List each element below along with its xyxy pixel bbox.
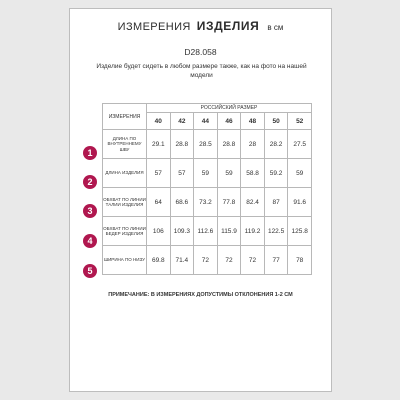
value-cell: 28.8 — [217, 130, 241, 159]
marker-number: 2 — [87, 177, 93, 187]
size-cell: 50 — [264, 113, 288, 130]
marker-number: 4 — [87, 236, 93, 246]
marker-number: 3 — [87, 206, 93, 216]
header-russian-size: РОССИЙСКИЙ РАЗМЕР — [147, 104, 312, 113]
table-row — [103, 130, 312, 159]
header-measurements: ИЗМЕРЕНИЯ — [103, 104, 147, 130]
fit-note: Изделие будет сидеть в любом размере также, как на фото на нашей модели — [96, 63, 307, 79]
value-cell: 115.9 — [217, 217, 241, 246]
value-cell: 72 — [241, 246, 265, 275]
size-cell: 46 — [217, 113, 241, 130]
title-measurements: ИЗМЕРЕНИЯ — [117, 21, 191, 33]
marker-number: 1 — [87, 148, 93, 158]
value-cell: 28.5 — [194, 130, 218, 159]
row-label: ОБХВАТ ПО ЛИНИИ ТАЛИИ ИЗДЕЛИЯ — [103, 188, 147, 217]
marker-1-badge — [83, 146, 97, 160]
value-cell: 58.8 — [241, 159, 265, 188]
value-cell: 72 — [217, 246, 241, 275]
value-cell: 59.2 — [264, 159, 288, 188]
value-cell: 91.6 — [288, 188, 312, 217]
tolerance-note: ПРИМЕЧАНИЕ: В ИЗМЕРЕНИЯХ ДОПУСТИМЫ ОТКЛОНЕНИЯ 1-2 СМ — [108, 292, 293, 298]
value-cell: 71.4 — [170, 246, 194, 275]
value-cell: 82.4 — [241, 188, 265, 217]
value-cell: 59 — [288, 159, 312, 188]
size-table — [102, 103, 312, 275]
value-cell: 78 — [288, 246, 312, 275]
value-cell: 57 — [147, 159, 171, 188]
marker-5-badge — [83, 264, 97, 278]
size-cell: 40 — [147, 113, 171, 130]
row-label: ШИРИНА ПО НИЗУ — [103, 246, 147, 275]
value-cell: 27.5 — [288, 130, 312, 159]
value-cell: 68.6 — [170, 188, 194, 217]
table-row — [103, 159, 312, 188]
value-cell: 119.2 — [241, 217, 265, 246]
size-cell: 52 — [288, 113, 312, 130]
table-row — [103, 188, 312, 217]
marker-3-badge — [83, 204, 97, 218]
value-cell: 122.5 — [264, 217, 288, 246]
size-cell: 44 — [194, 113, 218, 130]
marker-2-badge — [83, 175, 97, 189]
value-cell: 59 — [217, 159, 241, 188]
size-cell: 42 — [170, 113, 194, 130]
size-cell: 48 — [241, 113, 265, 130]
value-cell: 59 — [194, 159, 218, 188]
value-cell: 64 — [147, 188, 171, 217]
value-cell: 28.2 — [264, 130, 288, 159]
value-cell: 77.8 — [217, 188, 241, 217]
row-label: ДЛИНА ИЗДЕЛИЯ — [103, 159, 147, 188]
value-cell: 77 — [264, 246, 288, 275]
value-cell: 112.6 — [194, 217, 218, 246]
page-title — [70, 17, 331, 35]
value-cell: 72 — [194, 246, 218, 275]
value-cell: 125.8 — [288, 217, 312, 246]
row-label: ДЛИНА ПО ВНУТРЕННЕМУ ШВУ — [103, 130, 147, 159]
marker-4-badge — [83, 234, 97, 248]
title-unit: в см — [267, 23, 284, 32]
measurement-sheet — [69, 8, 332, 392]
product-code: D28.058 — [184, 47, 217, 57]
value-cell: 109.3 — [170, 217, 194, 246]
value-cell: 73.2 — [194, 188, 218, 217]
value-cell: 57 — [170, 159, 194, 188]
value-cell: 29.1 — [147, 130, 171, 159]
row-label: ОБХВАТ ПО ЛИНИИ БЕДЕР ИЗДЕЛИЯ — [103, 217, 147, 246]
value-cell: 28 — [241, 130, 265, 159]
value-cell: 28.8 — [170, 130, 194, 159]
value-cell: 106 — [147, 217, 171, 246]
title-product: ИЗДЕЛИЯ — [196, 19, 260, 33]
value-cell: 87 — [264, 188, 288, 217]
table-row — [103, 217, 312, 246]
table-row — [103, 246, 312, 275]
value-cell: 69.8 — [147, 246, 171, 275]
marker-number: 5 — [87, 266, 93, 276]
